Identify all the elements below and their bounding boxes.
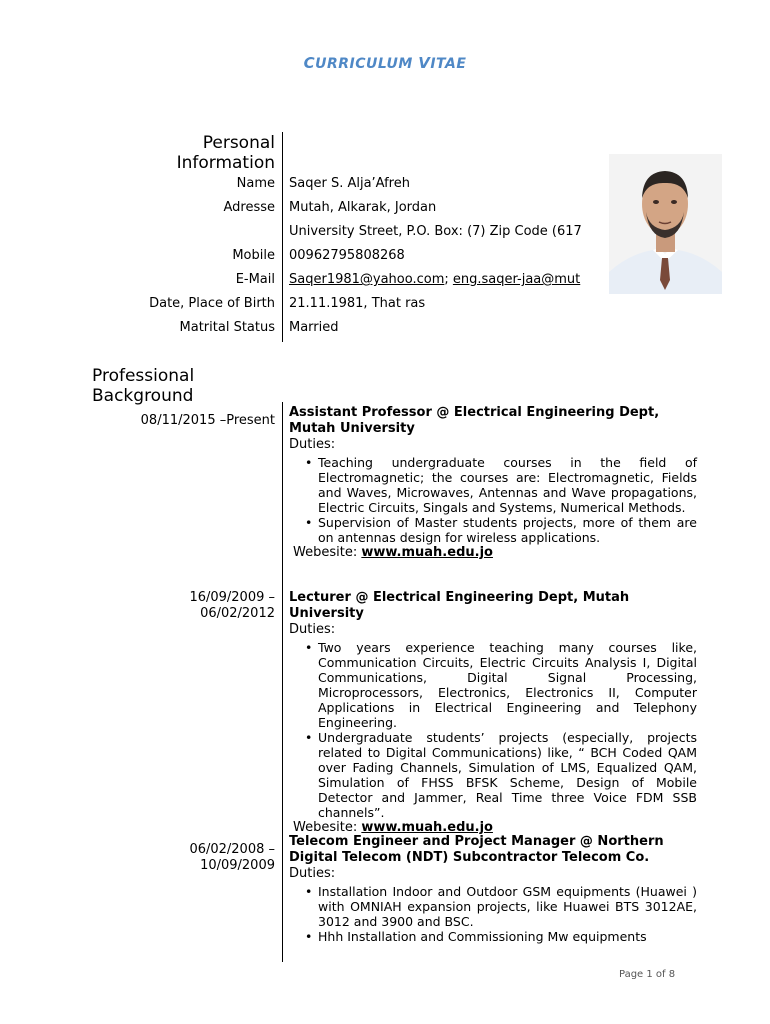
job-date: 08/11/2015 –Present bbox=[140, 413, 275, 428]
address-value: Mutah, Alkarak, Jordan bbox=[289, 200, 437, 215]
job-website: Webesite: www.muah.edu.jo bbox=[293, 820, 493, 835]
marital-status-value: Married bbox=[289, 320, 339, 335]
job-title: Assistant Professor @ Electrical Engineering Dept, Mutah University bbox=[289, 405, 660, 436]
job-entry bbox=[289, 834, 697, 944]
job-entry bbox=[289, 590, 697, 836]
duty-item: • Teaching undergraduate courses in the field of Electromagnetic; the courses are: Electromagnetic, Fields and Waves, Microwaves, Antennas and Wave propagations, Electric Circuits, Singals and Systems, Numerical Methods. bbox=[318, 455, 697, 515]
email-link-yahoo[interactable]: Saqer1981@yahoo.com bbox=[289, 272, 445, 287]
duties-label: Duties: bbox=[289, 866, 336, 881]
email-link-mutah[interactable]: eng.saqer-jaa@mut bbox=[452, 272, 581, 287]
mobile-label: Mobile bbox=[232, 248, 275, 263]
personal-info-heading: Personal Information bbox=[176, 133, 275, 173]
email-value: Saqer1981@yahoo.com; eng.saqer-jaa@mut bbox=[289, 272, 581, 287]
website-link[interactable]: www.muah.edu.jo bbox=[361, 820, 493, 835]
website-link[interactable]: www.muah.edu.jo bbox=[361, 545, 493, 560]
birth-value: 21.11.1981, That ras bbox=[289, 296, 426, 311]
email-label: E-Mail bbox=[235, 272, 275, 287]
job-entry bbox=[289, 405, 697, 561]
job-date: 06/02/2008 – 10/09/2009 bbox=[189, 842, 275, 873]
duties-list bbox=[289, 884, 697, 944]
duty-item: • Supervision of Master students projects, more of them are on antennas design for wireless applications. bbox=[318, 515, 697, 545]
name-label: Name bbox=[236, 176, 275, 191]
section-divider-professional bbox=[282, 402, 283, 962]
address-value-line2: University Street, P.O. Box: (7) Zip Code (617 bbox=[289, 224, 582, 239]
document-title: CURRICULUM VITAE bbox=[303, 54, 467, 72]
duties-list bbox=[289, 455, 697, 545]
profile-photo bbox=[609, 154, 722, 294]
duties-label: Duties: bbox=[289, 437, 336, 452]
duties-label: Duties: bbox=[289, 622, 336, 637]
professional-background-heading: Professional Background bbox=[92, 366, 195, 406]
address-label: Adresse bbox=[223, 200, 275, 215]
duty-item: • Installation Indoor and Outdoor GSM equipments (Huawei ) with OMNIAH expansion projects, like Huawei BTS 3012AE, 3012 and 3900 and BSC. bbox=[318, 884, 697, 929]
duty-item: • Hhh Installation and Commissioning Mw equipments bbox=[318, 929, 697, 944]
job-date: 16/09/2009 – 06/02/2012 bbox=[189, 590, 275, 621]
job-title: Telecom Engineer and Project Manager @ Northern Digital Telecom (NDT) Subcontractor Telecom Co. bbox=[289, 834, 664, 865]
birth-label: Date, Place of Birth bbox=[149, 296, 275, 311]
mobile-value: 00962795808268 bbox=[289, 248, 405, 263]
duty-item: • Undergraduate students’ projects (especially, projects related to Digital Communications) like, “ BCH Coded QAM over Fading Channels, Simulation of LMS, Equalized QAM, Simulation of FHSS BFSK Scheme, Design of Mobile Detector and Jammer, Real Time three Voice FDM SSB channels”. bbox=[318, 730, 697, 820]
marital-status-label: Matrital Status bbox=[179, 320, 275, 335]
duties-list bbox=[289, 640, 697, 820]
duty-item: • Two years experience teaching many courses like, Communication Circuits, Electric Circuits Analysis I, Digital Communications, Digital Signal Processing, Microprocessors, Electronics, Electronics II, Computer Applications in Electrical Engineering and Telephony Engineering. bbox=[318, 640, 697, 730]
section-divider-personal bbox=[282, 132, 283, 342]
job-website: Webesite: www.muah.edu.jo bbox=[293, 545, 493, 560]
page-number: Page 1 of 8 bbox=[619, 969, 676, 980]
name-value: Saqer S. Alja’Afreh bbox=[289, 176, 410, 191]
profile-photo-image bbox=[609, 154, 722, 294]
job-title: Lecturer @ Electrical Engineering Dept, Mutah University bbox=[289, 590, 630, 621]
